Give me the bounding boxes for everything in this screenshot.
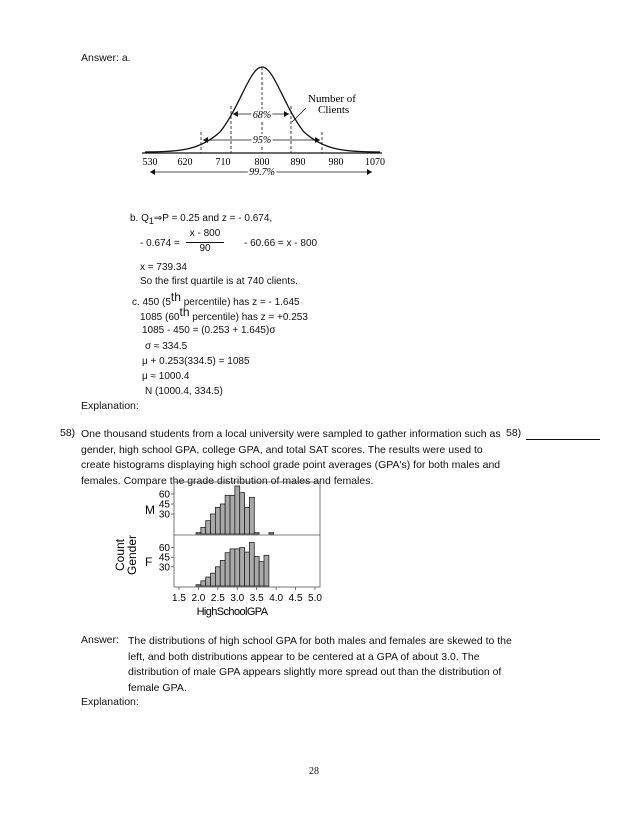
x-tick-label: 3.0: [230, 593, 245, 604]
answer-line: left, and both distributions appear to be centered at a GPA of about 3.0. The: [128, 650, 480, 663]
histogram-bar: [230, 549, 235, 586]
histogram-bar: [230, 495, 235, 534]
question-line: create histograms displaying high school grade point averages (GPA's) for both males and: [81, 459, 501, 471]
y-tick-label: 45: [158, 552, 170, 564]
female-panel: [196, 542, 269, 586]
part-b-x-value: x = 739.34: [140, 262, 187, 273]
histogram-bar: [249, 542, 254, 586]
x-tick-label: 4.5: [288, 593, 303, 604]
gpa-histogram: [110, 480, 330, 630]
y-axis: [159, 490, 174, 574]
histogram-bar: [196, 533, 201, 534]
tick-1070: 1070: [365, 157, 385, 168]
histogram-bar: [225, 553, 230, 586]
part-c-line6: μ ≈ 1000.4: [142, 371, 190, 382]
tick-530: 530: [142, 157, 158, 168]
part-b-eq-left: - 0.674 =: [140, 238, 180, 249]
histogram-bar: [254, 533, 259, 534]
explanation-label-2: Explanation:: [81, 696, 139, 708]
y-tick-label: 45: [158, 499, 170, 511]
panel-label-f: F: [145, 555, 153, 569]
histogram-bar: [211, 514, 216, 534]
histogram-bar: [254, 557, 259, 586]
histogram-bar: [235, 486, 240, 534]
histogram-bar: [245, 552, 250, 586]
answer-blank-line[interactable]: [526, 439, 600, 440]
label-95: 95%: [252, 135, 272, 146]
y-tick-label: 30: [158, 562, 170, 574]
tick-710: 710: [215, 157, 231, 168]
question-number: 58): [60, 427, 76, 439]
part-b-eq-right: - 60.66 = x - 800: [244, 238, 318, 249]
histogram-bar: [201, 581, 206, 586]
part-c-line5: μ + 0.253(334.5) = 1085: [142, 356, 250, 367]
histogram-bar: [215, 507, 220, 534]
x-tick-label: 3.5: [249, 593, 264, 604]
y-axis-label-count: Count: [113, 538, 127, 572]
histogram-bar: [215, 567, 220, 586]
x-tick-label: 5.0: [308, 593, 322, 604]
histogram-bar: [206, 521, 211, 534]
y-axis-label-gender: Gender: [125, 534, 139, 576]
histogram-bar: [264, 555, 269, 586]
y-tick-label: 60: [158, 489, 170, 501]
answer-58-label: Answer:: [81, 634, 119, 646]
answer-line: The distributions of high school GPA for both males and females are skewed to the: [128, 635, 512, 647]
answer-label-top: Answer: a.: [81, 52, 131, 64]
histogram-bar: [196, 585, 201, 586]
histogram-bar: [269, 533, 274, 534]
x-tick-label: 4.0: [269, 593, 284, 604]
tick-620: 620: [177, 157, 193, 168]
y-tick-label: 60: [158, 543, 170, 555]
part-c-line2: 1085 (60th percentile) has z = +0.253: [140, 305, 308, 323]
question-line: One thousand students from a local university were sampled to gather information such as: [81, 428, 501, 440]
answer-blank-number: 58): [506, 427, 522, 439]
explanation-label-1: Explanation:: [81, 400, 139, 412]
frac-numerator: x - 800: [189, 228, 221, 239]
histogram-bar: [220, 504, 225, 534]
histogram-bar: [249, 497, 254, 534]
y-tick-label: 30: [158, 509, 170, 521]
normal-curve-figure: [140, 62, 400, 182]
question-line: gender, high school GPA, college GPA, and total SAT scores. The results were used to: [81, 443, 483, 456]
histogram-bar: [259, 562, 264, 586]
x-tick-label: 2.0: [191, 593, 206, 604]
part-c-line7: N (1000.4, 334.5): [145, 386, 223, 397]
part-c-line1: c. 450 (5th percentile) has z = - 1.645: [132, 290, 300, 308]
x-axis: [172, 587, 322, 604]
histogram-bar: [211, 573, 216, 586]
histogram-bar: [225, 495, 230, 534]
label-997: 99.7%: [249, 167, 275, 178]
x-tick-label: 2.5: [210, 593, 225, 604]
part-c-line4: σ ≈ 334.5: [145, 341, 188, 352]
answer-line: female GPA.: [128, 681, 187, 694]
male-panel: [196, 486, 274, 534]
label-68: 68%: [252, 110, 272, 121]
frac-denominator: 90: [199, 243, 211, 254]
page-number: 28: [309, 766, 319, 777]
histogram-bar: [245, 507, 250, 534]
legend-line1: Number of: [308, 93, 356, 105]
question-line: females. Compare the grade distribution of males and females.: [81, 474, 374, 487]
histogram-bar: [206, 577, 211, 586]
x-tick-label: 1.5: [172, 593, 186, 604]
panel-label-m: M: [145, 503, 155, 517]
tick-980: 980: [328, 157, 344, 168]
part-c-line3: 1085 - 450 = (0.253 + 1.645)σ: [142, 325, 276, 336]
answer-line: distribution of male GPA appears slightly more spread out than the distribution of: [128, 666, 502, 678]
x-axis-label: HighSchoolGPA: [196, 606, 268, 618]
part-b-conclusion: So the first quartile is at 740 clients.: [140, 276, 298, 287]
part-b-line1: b. Q1⇒P = 0.25 and z = - 0.674,: [130, 213, 273, 226]
legend-line2: Clients: [318, 104, 350, 116]
tick-890: 890: [290, 157, 306, 168]
histogram-bar: [235, 549, 240, 586]
tick-800: 800: [254, 157, 270, 168]
histogram-bar: [201, 527, 206, 534]
histogram-bar: [240, 493, 245, 534]
histogram-bar: [220, 560, 225, 586]
answer-58-text: [125, 634, 512, 696]
histogram-bar: [240, 548, 245, 586]
